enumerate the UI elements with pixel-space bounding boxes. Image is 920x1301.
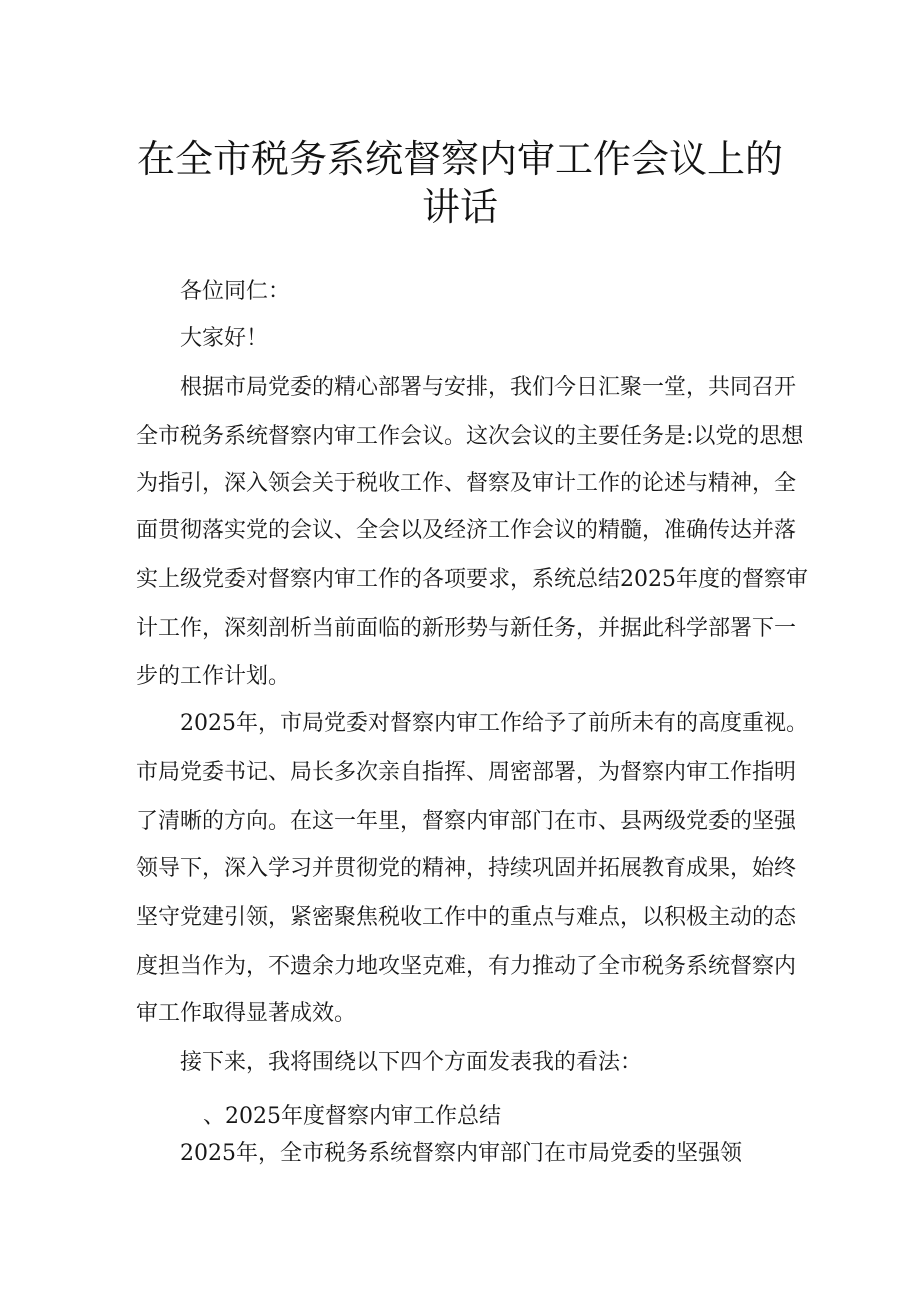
intro-line: 接下来，我将围绕以下四个方面发表我的看法： [180,1050,643,1075]
salutation: 各位同仁： [180,279,291,304]
section-heading: 、2025年度督察内审工作总结 [203,1104,501,1129]
document-title-line-1: 在全市税务系统督察内审工作会议上的 [136,137,783,181]
paragraph-2-line: 市局党委书记、局长多次亲自指挥、周密部署，为督察内审工作指明 [136,760,797,785]
paragraph-2-line: 领导下，深入学习并贯彻党的精神，持续巩固并拓展教育成果，始终 [136,856,797,881]
paragraph-2-line: 审工作取得显著成效。 [136,1001,357,1026]
paragraph-1-line: 面贯彻落实党的会议、全会以及经济工作会议的精髓，准确传达并落 [136,518,797,543]
paragraph-2-line: 度担当作为，不遗余力地攻坚克难，有力推动了全市税务系统督察内 [136,954,797,979]
paragraph-1-line: 步的工作计划。 [136,664,291,689]
paragraph-1-line: 根据市局党委的精心部署与安排，我们今日汇聚一堂，共同召开 [180,375,797,400]
paragraph-2-line: 2025年，市局党委对督察内审工作给予了前所未有的高度重视。 [180,711,808,736]
paragraph-2-line: 坚守党建引领，紧密聚焦税收工作中的重点与难点，以积极主动的态 [136,905,797,930]
greeting: 大家好！ [180,326,269,351]
paragraph-1-line: 全市税务系统督察内审工作会议。这次会议的主要任务是:以党的思想 [136,424,804,449]
section-first-line: 2025年，全市税务系统督察内审部门在市局党委的坚强领 [180,1141,742,1166]
paragraph-2-line: 了清晰的方向。在这一年里，督察内审部门在市、县两级党委的坚强 [136,809,797,834]
document-title-line-2: 讲话 [421,185,498,229]
paragraph-1-line: 计工作，深刻剖析当前面临的新形势与新任务，并据此科学部署下一 [136,616,797,641]
paragraph-1-line: 实上级党委对督察内审工作的各项要求，系统总结2025年度的督察审 [136,567,808,592]
paragraph-1-line: 为指引，深入领会关于税收工作、督察及审计工作的论述与精神，全 [136,471,797,496]
